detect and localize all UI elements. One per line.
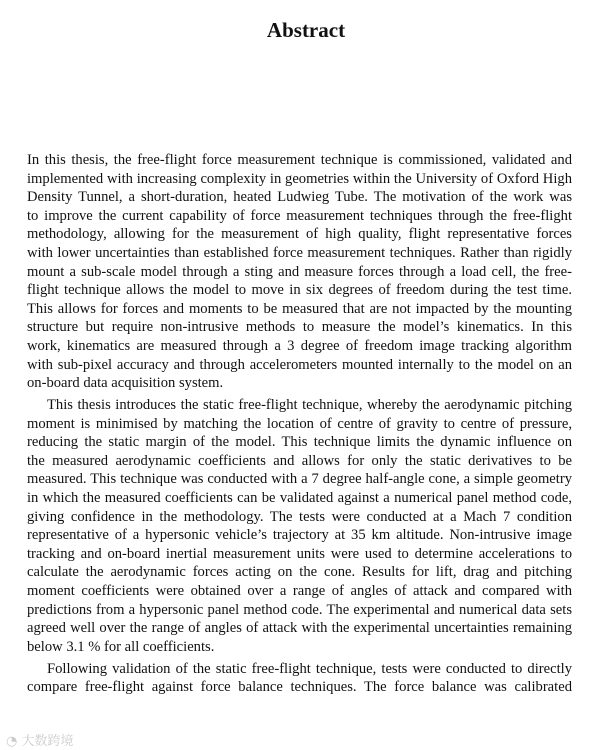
text-line: calculate the aerodynamic forces acting on the cone. Results for lift, drag and pitching	[27, 564, 572, 581]
text-line: agreed well over the range of angles of attack with the experimental uncertainties remaining	[27, 620, 572, 637]
text-line: moment is minimised by matching the location of centre of gravity to centre of pressure,	[27, 415, 572, 432]
text-line: compare free-flight against force balance techniques. The force balance was calibrated	[27, 679, 572, 696]
text-line: the measured aerodynamic coefficients and allows for only the static derivatives to be	[27, 452, 572, 469]
text-line: with sub-pixel accuracy and through accelerometers mounted internally to the model on an	[27, 356, 572, 373]
text-line: in which the measured coefficients can be validated against a numerical panel method code,	[27, 490, 572, 507]
text-line: to improve the current capability of force measurement techniques through the free-flight	[27, 207, 572, 224]
abstract-body	[27, 151, 572, 700]
text-line: methodology, allowing for the measurement of high quality, flight representative forces	[27, 226, 572, 243]
text-line: This allows for forces and moments to be measured that are not impacted by the mounting	[27, 300, 572, 317]
text-line: flight technique allows the model to move in six degrees of freedom during the test time.	[27, 282, 572, 299]
text-line: representative of a hypersonic vehicle’s trajectory at 35 km altitude. Non-intrusive image	[27, 527, 572, 544]
paragraph	[27, 396, 572, 656]
text-line: giving confidence in the methodology. The tests were conducted at a Mach 7 condition	[27, 508, 572, 525]
watermark-text: 大数跨境	[21, 734, 74, 749]
text-line: moment coefficients were obtained over a range of angles of attack and compared with	[27, 583, 572, 600]
text-line: measured. This technique was conducted with a 7 degree half-angle cone, a simple geometry	[27, 471, 572, 488]
text-line: with lower uncertainties than established force measurement techniques. Rather than rigidly	[27, 244, 572, 261]
text-line: Density Tunnel, a short-duration, heated Ludwieg Tube. The motivation of the work was	[27, 189, 572, 206]
text-line: Following validation of the static free-flight technique, tests were conducted to directly	[47, 660, 572, 677]
paragraph	[27, 660, 572, 697]
text-line: This thesis introduces the static free-flight technique, whereby the aerodynamic pitching	[47, 397, 572, 414]
text-line: mount a sub-scale model through a sting and measure forces through a load cell, the free-	[27, 263, 572, 280]
text-line: predictions from a hypersonic panel method code. The experimental and numerical data sets	[27, 601, 572, 618]
text-line: reducing the static margin of the model. This technique limits the dynamic influence on	[27, 434, 572, 451]
text-line: on-board data acquisition system.	[27, 375, 224, 392]
paragraph	[27, 151, 572, 393]
text-line: work, kinematics are measured through a 3 degree of freedom image tracking algorithm	[27, 337, 572, 354]
text-line: implemented with increasing complexity in geometries within the University of Oxford High	[27, 170, 572, 187]
page-title: Abstract	[266, 18, 346, 42]
watermark: ◔ 大数跨境	[6, 734, 74, 749]
text-line: tracking and on-board inertial measurement units were used to determine accelerations to	[27, 545, 572, 562]
text-line: below 3.1 % for all coefficients.	[27, 638, 215, 655]
text-line: In this thesis, the free-flight force measurement technique is commissioned, validated and	[27, 152, 572, 168]
text-line: structure but require non-intrusive methods to measure the model’s kinematics. In this	[27, 319, 572, 336]
